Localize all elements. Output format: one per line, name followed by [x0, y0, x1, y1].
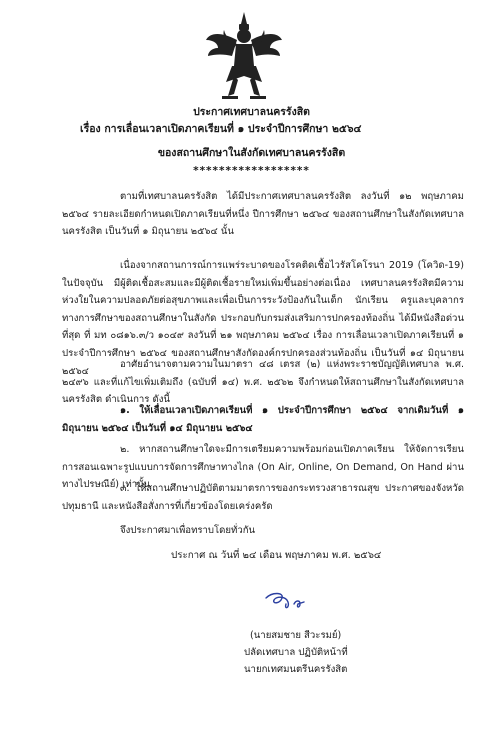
list-item-3: ๓. ให้สถานศึกษาปฏิบัติตามมาตรการของกระทรวงสาธารณสุข ประกาศของจังหวัดปทุมธานี และหนังสือสั่งการที่เกี่ยวข้องโดยเคร่งครัด	[62, 483, 464, 512]
signature-block	[244, 627, 348, 678]
header-line1: ประกาศเทศบาลนครรังสิต	[193, 106, 310, 118]
list-item-2: ๒. หากสถานศึกษาใดจะมีการเตรียมความพร้อมก่อนเปิดภาคเรียน ให้จัดการเรียนการสอนเฉพาะรูปแบบการจัดการศึกษาทางไกล (On Air, Online, On Demand, On Hand ผ่านทางไปรษณีย์) เท่านั้น	[62, 444, 464, 491]
paragraph-2: เนื่องจากสถานการณ์การแพร่ระบาดของโรคติดเชื้อไวรัสโคโรนา 2019 (โควิด-19) ในปัจจุบัน มีผู้ติดเชื้อสะสมและมีผู้ติดเชื้อรายใหม่เพิ่มขึ้นอย่างต่อเนื่อง เทศบาลนครรังสิตมีความห่วงใยในความปลอดภัยต่อสุขภาพและเพื่อเป็นการระวังป้องกันในเด็ก นักเรียน ครูและบุคลากรทางการศึกษาของสถานศึกษาในสังกัด ประกอบกับกรมส่งเสริมการปกครองท้องถิ่น ได้มีหนังสือด่วนที่สุด ที่ มท ๐๘๑๖.๓/ว ๑๐๔๙ ลงวันที่ ๒๑ พฤษภาคม ๒๕๖๔ เรื่อง การเลื่อนเวลาเปิดภาคเรียนที่ ๑ ประจำปีการศึกษา ๒๕๖๔ ของสถานศึกษาสังกัดองค์กรปกครองส่วนท้องถิ่น เป็นวันที่ ๑๔ มิถุนายน ๒๕๖๔	[62, 260, 464, 377]
signer-name: (นายสมชาย สีวะรมย์)	[250, 630, 342, 641]
paragraph-3: อาศัยอำนาจตามความในมาตรา ๔๘ เตรส (๒) แห่งพระราชบัญญัติเทศบาล พ.ศ. ๒๔๙๖ และที่แก้ไขเพิ่มเติมถึง (ฉบับที่ ๑๔) พ.ศ. ๒๕๖๒ จึงกำหนดให้สถานศึกษาในสังกัดเทศบาลนครรังสิต ดำเนินการ ดังนี้	[62, 359, 464, 406]
signer-organization: นายกเทศมนตรีนครรังสิต	[244, 664, 348, 675]
header-line3: ของสถานศึกษาในสังกัดเทศบาลนครรังสิต	[157, 147, 346, 159]
signer-position: ปลัดเทศบาล ปฏิบัติหน้าที่	[244, 647, 348, 658]
closing-line: จึงประกาศมาเพื่อทราบโดยทั่วกัน	[120, 525, 256, 536]
header-subject: เรื่อง การเลื่อนเวลาเปิดภาคเรียนที่ ๑ ประจำปีการศึกษา ๒๕๖๔	[80, 123, 362, 135]
list-item-1: ๑. ให้เลื่อนเวลาเปิดภาคเรียนที่ ๑ ประจำปีการศึกษา ๒๕๖๔ จากเดิมวันที่ ๑ มิถุนายน ๒๕๖๔ เป็นวันที่ ๑๔ มิถุนายน ๒๕๖๔	[62, 405, 464, 434]
dateline: ประกาศ ณ วันที่ ๒๔ เดือน พฤษภาคม พ.ศ. ๒๕๖๔	[171, 550, 382, 561]
paragraph-1: ตามที่เทศบาลนครรังสิต ได้มีประกาศเทศบาลนครรังสิต ลงวันที่ ๑๒ พฤษภาคม ๒๕๖๔ รายละเอียดกำหนดเปิดภาคเรียนที่หนึ่ง ปีการศึกษา ๒๕๖๔ ของสถานศึกษาในสังกัดเทศบาลนครรังสิต เป็นวันที่ ๑ มิถุนายน ๒๕๖๔ นั้น	[62, 191, 464, 238]
garuda-emblem-icon	[204, 10, 284, 102]
handwritten-signature-icon	[262, 590, 334, 614]
header-separator: ******************	[193, 165, 310, 177]
